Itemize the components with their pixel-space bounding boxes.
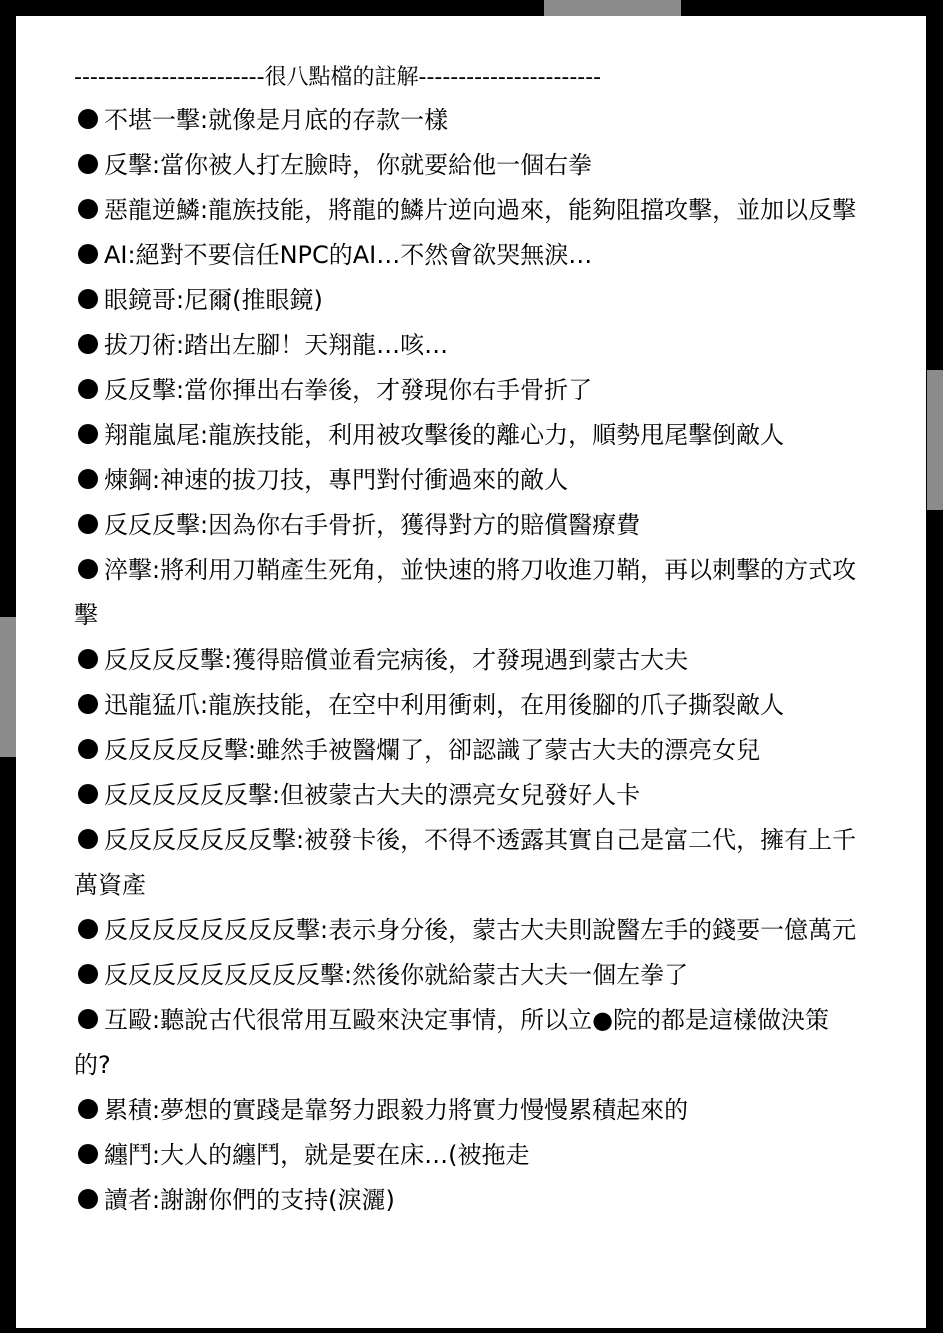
bullet-icon bbox=[78, 154, 98, 174]
annotation-entry: 反反反反反反擊:但被蒙古大夫的漂亮女兒發好人卡 bbox=[74, 773, 864, 818]
bullet-icon bbox=[78, 559, 98, 579]
bullet-icon bbox=[78, 784, 98, 804]
bullet-icon bbox=[78, 694, 98, 714]
bullet-icon bbox=[78, 1189, 98, 1209]
annotation-entry: 反反反反反反反反擊:表示身分後，蒙古大夫則說醫左手的錢要一億萬元 bbox=[74, 908, 864, 953]
annotation-entry: 拔刀術:踏出左腳！天翔龍…咳… bbox=[74, 323, 864, 368]
annotation-entry: 反反反反反反反反反擊:然後你就給蒙古大夫一個左拳了 bbox=[74, 953, 864, 998]
bullet-icon bbox=[78, 334, 98, 354]
annotation-entry: 反反反反反反反擊:被發卡後，不得不透露其實自己是富二代，擁有上千萬資產 bbox=[74, 826, 857, 899]
document-page bbox=[16, 16, 926, 1328]
bullet-icon bbox=[78, 199, 98, 219]
bullet-icon bbox=[78, 379, 98, 399]
annotation-entry: AI:絕對不要信任NPC的AI…不然會欲哭無淚… bbox=[74, 233, 864, 278]
annotation-entry: 反擊:當你被人打左臉時，你就要給他一個右拳 bbox=[74, 143, 864, 188]
section-header: ------------------------很八點檔的註解----------------------- bbox=[74, 65, 602, 90]
annotation-entry: 迅龍猛爪:龍族技能，在空中利用衝刺，在用後腳的爪子撕裂敵人 bbox=[74, 683, 864, 728]
bullet-icon bbox=[78, 1144, 98, 1164]
bullet-icon bbox=[78, 649, 98, 669]
bullet-icon bbox=[78, 289, 98, 309]
bullet-icon bbox=[78, 514, 98, 534]
annotation-entry: 惡龍逆鱗:龍族技能，將龍的鱗片逆向過來，能夠阻擋攻擊，並加以反擊 bbox=[74, 188, 864, 233]
annotation-entry: 讀者:謝謝你們的支持(淚灑) bbox=[74, 1178, 864, 1223]
left-gray-tab bbox=[0, 617, 16, 757]
annotation-entry: 不堪一擊:就像是月底的存款一樣 bbox=[74, 98, 864, 143]
bullet-icon bbox=[78, 469, 98, 489]
annotation-entry: 纏鬥:大人的纏鬥，就是要在床…(被拖走 bbox=[74, 1133, 864, 1178]
bullet-icon bbox=[78, 829, 98, 849]
bullet-icon bbox=[78, 919, 98, 939]
annotation-entry: 互毆:聽說古代很常用互毆來決定事情，所以立●院的都是這樣做決策的? bbox=[74, 1006, 830, 1079]
annotation-entry: 反反反擊:因為你右手骨折，獲得對方的賠償醫療費 bbox=[74, 503, 864, 548]
annotation-entry: 淬擊:將利用刀鞘產生死角，並快速的將刀收進刀鞘，再以刺擊的方式攻擊 bbox=[74, 556, 857, 629]
annotation-entry: 反反反反擊:獲得賠償並看完病後，才發現遇到蒙古大夫 bbox=[74, 638, 864, 683]
annotation-entry: 眼鏡哥:尼爾(推眼鏡) bbox=[74, 278, 864, 323]
bullet-icon bbox=[78, 109, 98, 129]
annotation-list bbox=[74, 66, 864, 1223]
top-gray-tab bbox=[544, 0, 681, 16]
annotation-entry: 累積:夢想的實踐是靠努力跟毅力將實力慢慢累積起來的 bbox=[74, 1088, 864, 1133]
right-gray-tab bbox=[927, 370, 943, 510]
bullet-icon bbox=[78, 1099, 98, 1119]
annotation-entry: 反反擊:當你揮出右拳後，才發現你右手骨折了 bbox=[74, 368, 864, 413]
bullet-icon bbox=[78, 424, 98, 444]
bullet-icon bbox=[78, 244, 98, 264]
bullet-icon bbox=[78, 1009, 98, 1029]
annotation-entry: 煉鋼:神速的拔刀技，專門對付衝過來的敵人 bbox=[74, 458, 864, 503]
bullet-icon bbox=[78, 964, 98, 984]
annotation-entry: 反反反反反擊:雖然手被醫爛了，卻認識了蒙古大夫的漂亮女兒 bbox=[74, 728, 864, 773]
bullet-icon bbox=[78, 739, 98, 759]
annotation-entry: 翔龍嵐尾:龍族技能，利用被攻擊後的離心力，順勢甩尾擊倒敵人 bbox=[74, 413, 864, 458]
